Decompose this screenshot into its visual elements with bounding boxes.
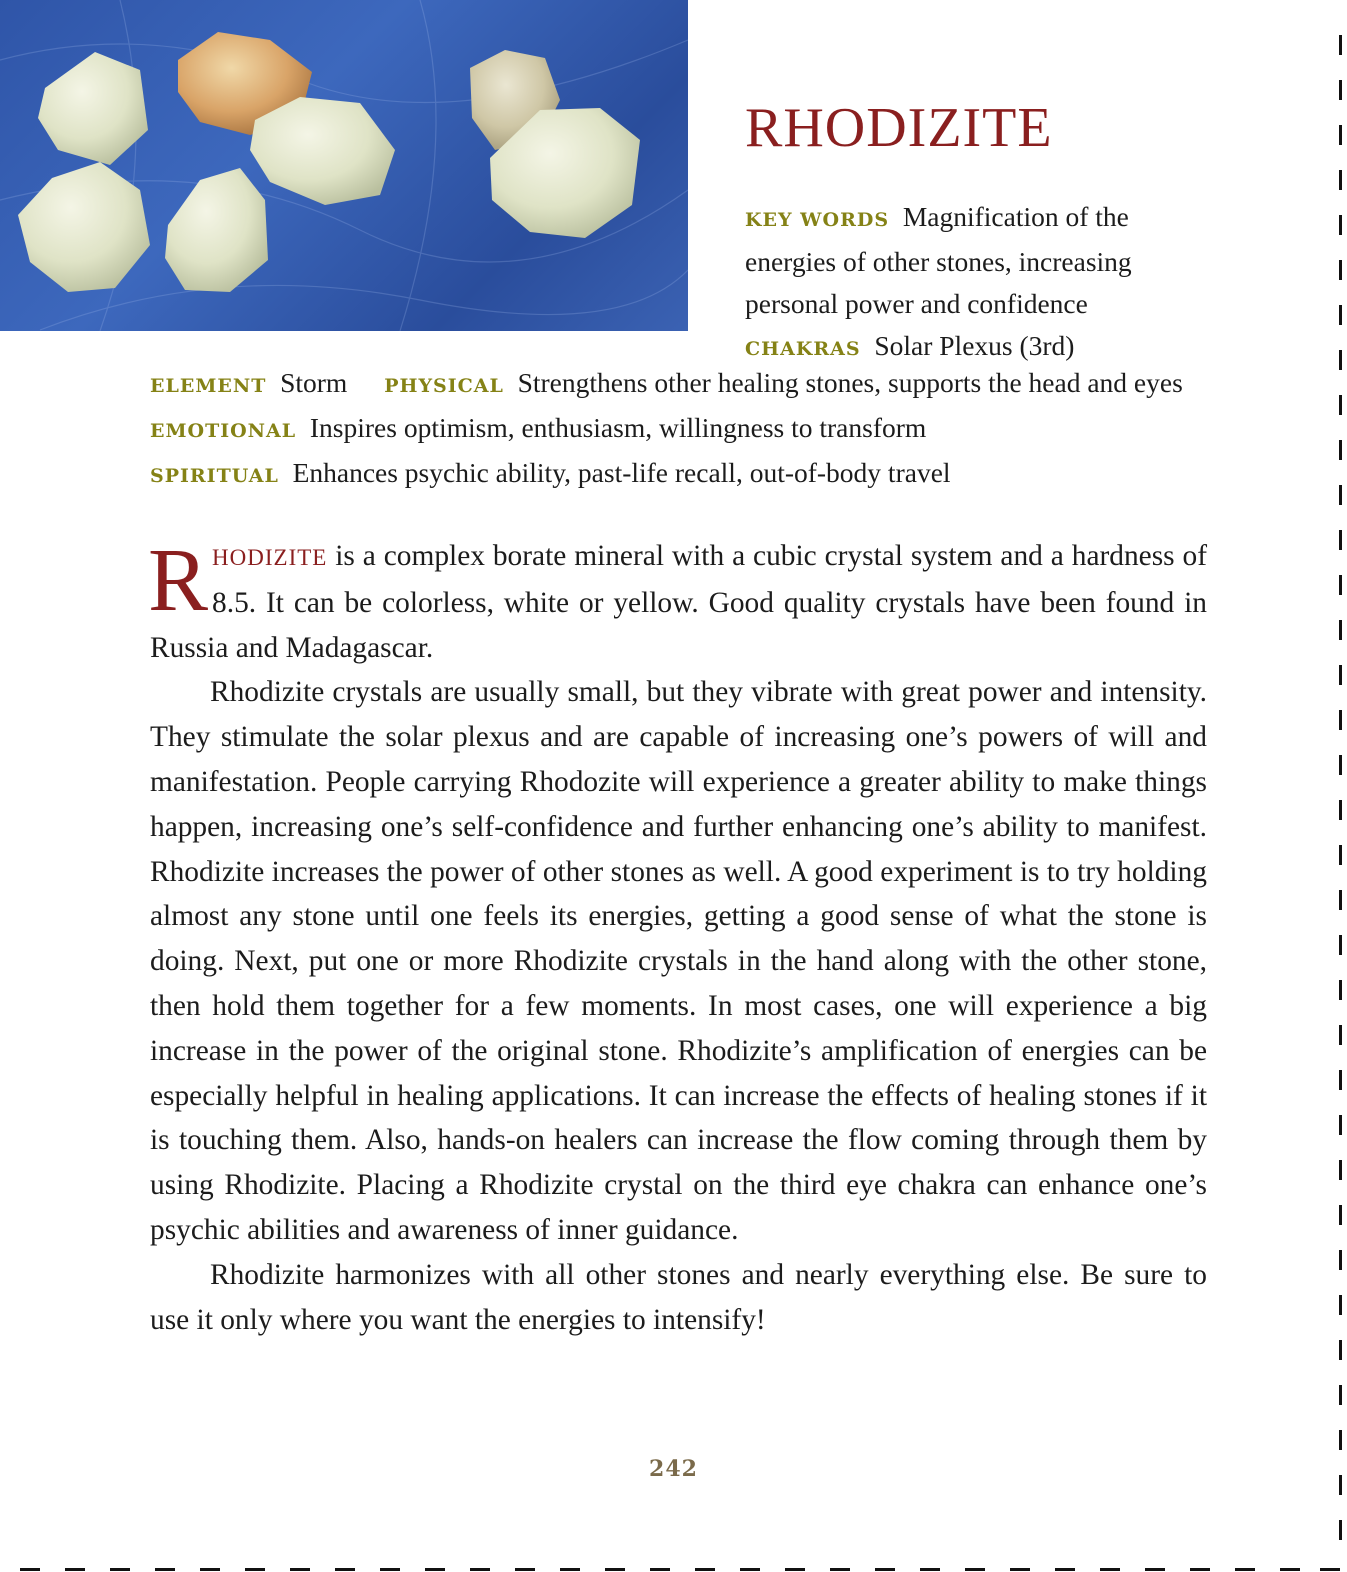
paragraph-1-text: is a complex borate mineral with a cubic crystal system and a hardness of 8.5. It can be colorless, white or yellow. Good quality crystals have been found in Russia and Madagascar. bbox=[150, 540, 1207, 664]
spiritual-text: Enhances psychic ability, past-life recall, out-of-body travel bbox=[292, 457, 951, 488]
physical-text: Strengthens other healing stones, supports the head and eyes bbox=[517, 367, 1183, 398]
page-title: RHODIZITE bbox=[745, 97, 1053, 159]
paragraph-2: Rhodizite crystals are usually small, but they vibrate with great power and intensity. They stimulate the solar plexus and are capable of increasing one’s powers of will and manifestation. People carrying Rhodozite will experience a greater ability to make things happen, increasing one’s self-confidence and further enhancing one’s ability to manifest. Rhodizite increases the power of other stones as well. A good experiment is to try holding almost any stone until one feels its energies, getting a good sense of what the stone is doing. Next, put one or more Rhodizite crystals in the hand along with the other stone, then hold them together for a few moments. In most cases, one will experience a big increase in the power of the original stone. Rhodizite’s amplification of energies can be especially helpful in healing applications. It can increase the effects of healing stones if it is touching them. Also, hands-on healers can increase the flow coming through them by using Rhodizite. Placing a Rhodizite crystal on the third eye chakra can enhance one’s psychic abilities and awareness of inner guidance. bbox=[150, 676, 1207, 1246]
paragraph-1 bbox=[148, 531, 1207, 670]
properties-top bbox=[745, 196, 1215, 370]
chakras-text: Solar Plexus (3rd) bbox=[874, 330, 1075, 361]
article-body bbox=[148, 531, 1207, 1342]
crystal-photo bbox=[0, 0, 688, 331]
lead-smallcaps: HODIZITE bbox=[212, 545, 328, 570]
spiritual-label: SPIRITUAL bbox=[150, 465, 279, 487]
element-text: Storm bbox=[280, 367, 348, 398]
crop-marks-right bbox=[1339, 0, 1347, 1572]
emotional-text: Inspires optimism, enthusiasm, willingness to transform bbox=[309, 412, 927, 443]
properties-bottom bbox=[150, 362, 1215, 497]
chakras-label: CHAKRAS bbox=[745, 338, 861, 360]
crop-marks-bottom bbox=[0, 1564, 1347, 1572]
page-number: 242 bbox=[649, 1456, 698, 1482]
element-label: ELEMENT bbox=[150, 375, 267, 397]
physical-label: PHYSICAL bbox=[384, 375, 504, 397]
keywords-label: KEY WORDS bbox=[745, 209, 890, 231]
keywords-text: Magnification of the energies of other stones, increasing personal power and confidence bbox=[745, 201, 1132, 319]
paragraph-3: Rhodizite harmonizes with all other stones and nearly everything else. Be sure to use it only where you want the energies to intensify! bbox=[150, 1258, 1207, 1336]
emotional-label: EMOTIONAL bbox=[150, 420, 297, 442]
drop-cap: R bbox=[148, 531, 209, 630]
crystal-photo-illustration bbox=[0, 0, 688, 331]
